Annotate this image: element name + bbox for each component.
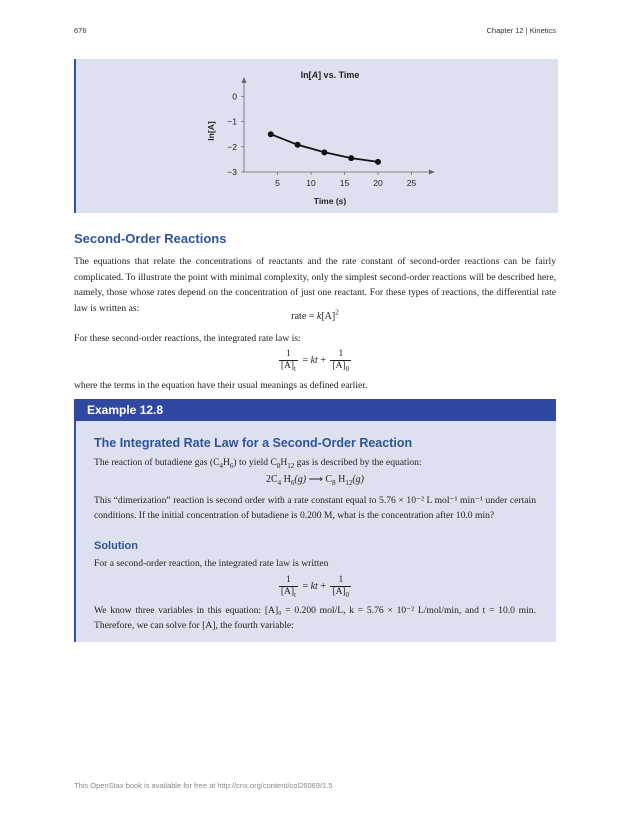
- data-point: [375, 159, 381, 165]
- y-axis-label: ln[A]: [206, 121, 216, 141]
- data-point: [268, 131, 274, 137]
- integrated-rate-law: $\frac{1}{[A]_t}$ = kt + $\frac{1}{[A]_0}$: [280, 349, 350, 373]
- ln-a-vs-time-chart: [76, 59, 558, 213]
- y-tick-label: −1: [227, 116, 237, 127]
- data-point: [348, 155, 354, 161]
- x-tick-label: 25: [406, 178, 417, 188]
- paragraph-integrated: For these second-order reactions, the integrated rate law is:: [74, 333, 301, 344]
- data-point: [321, 149, 327, 155]
- paragraph-terms: where the terms in the equation have their usual meanings as defined earlier.: [74, 380, 368, 391]
- solution-integrated-rate-law: $\frac{1}{[A]_t}$ = kt + $\frac{1}{[A]_0}$: [280, 575, 350, 599]
- differential-rate-law: rate = $k[A]^2$: [291, 308, 339, 322]
- paragraph-intro: The equations that relate the concentrations of reactants and the rate constant of second-order reactions can be fairly complicated. To illustrate the point with minimal complexity, only the simplest second-order reactions will be described here, namely, those whose rates depend on the concentration of just one reactant. For these types of reactions, the differential rate law is written as:: [74, 256, 556, 314]
- y-tick-label: 0: [232, 91, 237, 102]
- x-tick-label: 5: [275, 178, 280, 188]
- page-footer: This OpenStax book is available for free at http://cnx.org/content/col26069/1.5: [74, 781, 333, 790]
- chart-title: ln[A] vs. Time: [300, 70, 360, 80]
- y-tick-label: −3: [227, 167, 237, 177]
- solution-variables: We know three variables in this equation: [A]₀ = 0.200 mol/L, k = 5.76 × 10⁻² L/mol/min, and t = 10.0 min. Therefore, we can solve for [A], the fourth variable:: [94, 605, 536, 631]
- example-problem-statement: This “dimerization” reaction is second order with a rate constant equal to 5.76 × 10⁻² L mol⁻¹ min⁻¹ under certain conditions. If the initial concentration of butadiene is 0.200 M, what is the concentration after 10.0 min?: [94, 495, 536, 521]
- data-point: [295, 142, 301, 148]
- section-title: Second-Order Reactions: [74, 231, 227, 246]
- example-heading: Example 12.8: [87, 403, 164, 417]
- x-tick-label: 15: [339, 178, 350, 188]
- y-axis-arrow: [242, 77, 247, 83]
- x-tick-label: 10: [306, 178, 316, 188]
- chart-figure: [74, 59, 558, 213]
- solution-heading: Solution: [94, 540, 138, 552]
- chapter-label: Chapter 12 | Kinetics: [486, 26, 556, 35]
- data-line: [271, 134, 378, 162]
- example-header: [74, 399, 556, 421]
- solution-intro: For a second-order reaction, the integrated rate law is written: [94, 558, 329, 569]
- x-axis-arrow: [429, 170, 435, 175]
- x-axis-label: Time (s): [313, 196, 347, 206]
- example-title: The Integrated Rate Law for a Second-Order Reaction: [94, 436, 413, 450]
- example-problem-intro: The reaction of butadiene gas $(C_4H_6)$ to yield $C_8H_{12}$ gas is described by the equation:: [94, 457, 422, 470]
- page-number: 676: [74, 26, 87, 35]
- dimerization-equation: $2C_4$ $H_6(g)$ ⟶ $C_8$ $H_{12}(g)$: [266, 474, 364, 487]
- x-tick-label: 20: [373, 178, 383, 188]
- y-tick-label: −2: [227, 141, 237, 152]
